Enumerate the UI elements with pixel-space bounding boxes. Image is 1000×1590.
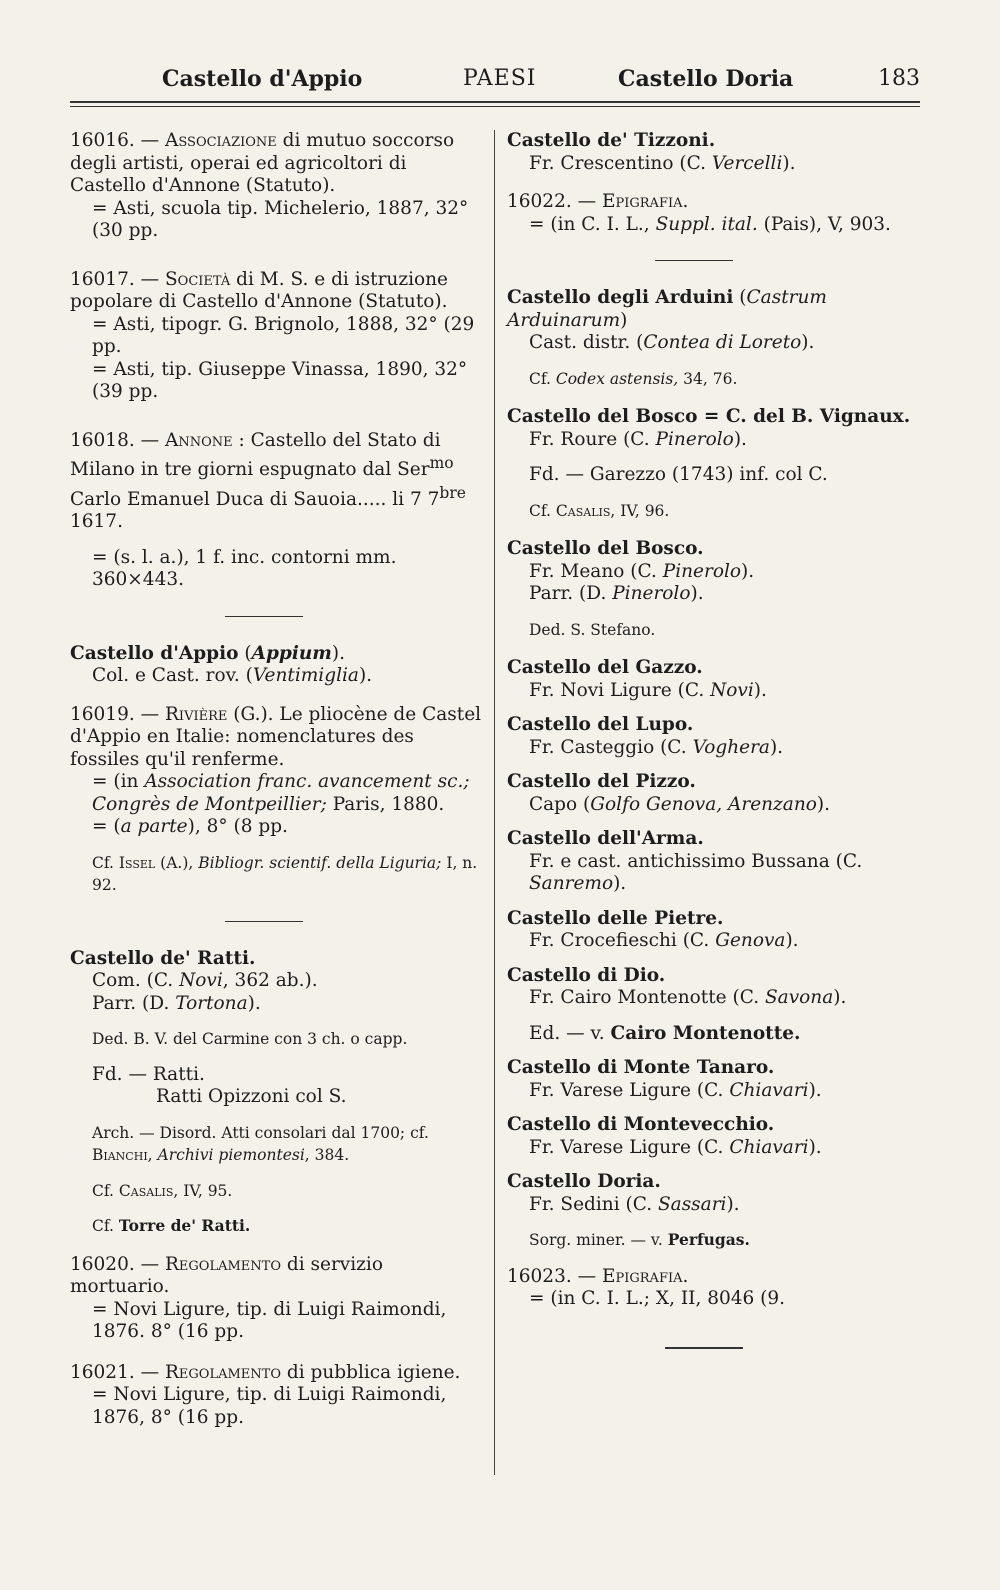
entry-castello-appio [70,643,482,688]
entry-castello-tizzoni [507,130,921,175]
reference: Cf. Casalis, IV, 95. [92,1181,233,1200]
entry-line: Fr. Crocefieschi (C. Genova). [529,930,799,951]
entry-text: 16022. — Epigrafia. [507,191,689,212]
imprint: = (a parte), 8° (8 pp. [92,816,288,838]
entry-16018 [70,430,482,592]
entry-heading: Castello di Monte Tanaro. [507,1057,775,1078]
entry-heading: Castello d'Appio (Appium). [70,642,345,664]
entry-line: Ded. B. V. del Carmine con 3 ch. o capp. [92,1030,408,1049]
entry-line: Fr. Roure (C. Pinerolo). [529,428,747,450]
entry-line: Ded. S. Stefano. [529,620,656,639]
entry-line: Sorg. miner. — v. Perfugas. [529,1230,750,1249]
entry-text: 16017. — Società di M. S. e di istruzione popolare di Castello d'Annone (Statuto). [70,268,449,312]
entry-castello-gazzo [507,657,921,702]
entry-heading: Castello dell'Arma. [507,828,704,849]
entry-text: 16021. — Regolamento di pubblica igiene. [70,1361,461,1383]
left-column [70,130,482,1429]
entry-16021 [70,1362,482,1430]
entry-16020 [70,1254,482,1344]
entry-castello-doria [507,1171,921,1252]
entry-castello-monte-tanaro [507,1057,921,1102]
entry-line: Parr. (D. Pinerolo). [529,583,704,604]
entry-line: Com. (C. Novi, 362 ab.). [92,970,318,992]
right-column [507,130,921,1375]
entry-16023 [507,1266,921,1311]
entry-line: Fr. Novi Ligure (C. Novi). [529,679,767,701]
imprint: = (in Association franc. avancement sc.; Congrès de Montpeillier; Paris, 1880. [92,771,470,815]
entry-heading: Castello Doria. [507,1171,661,1192]
entry-text: 16020. — Regolamento di servizio mortuario. [70,1253,383,1298]
entry-heading: Castello di Montevecchio. [507,1114,775,1135]
entry-text: 16016. — Associazione di mutuo soccorso degli artisti, operai ed agricoltori di Castello d'Annone (Statuto). [70,130,455,196]
entry-line: Arch. — Disord. Atti consolari dal 1700; cf. Bianchi, Archivi piemontesi, 384. [92,1123,429,1165]
page-number: 183 [878,66,920,91]
entry-castello-pizzo [507,771,921,816]
imprint: = (s. l. a.), 1 f. inc. contorni mm. 360×443. [92,546,397,591]
entry-16019 [70,704,482,897]
entry-line: Fr. Cairo Montenotte (C. Savona). [529,987,847,1008]
entry-line: Cast. distr. (Contea di Loreto). [529,332,815,353]
entry-castello-arduini [507,287,921,390]
entry-line: Fr. Varese Ligure (C. Chiavari). [529,1136,822,1158]
entry-castello-dio [507,965,921,1046]
entry-16016 [70,130,482,243]
entry-heading: Castello del Bosco = C. del B. Vignaux. [507,406,911,427]
entry-heading: Castello de' Ratti. [70,947,256,969]
entry-text: 16018. — Annone : Castello del Stato di Milano in tre giorni espugnato dal Ser$^{mo}$ Carlo Emanuel Duca di Sauoia..... li 7 $7^{bre}$ 1617. [70,429,466,533]
entry-line: Parr. (D. Tortona). [92,992,261,1014]
entry-line: Fr. Casteggio (C. Voghera). [529,736,784,758]
entry-line: Fd. — Ratti. [92,1063,205,1085]
entry-castello-arma [507,828,921,896]
imprint: = Novi Ligure, tip. di Luigi Raimondi, 1876, 8° (16 pp. [92,1384,447,1428]
entry-heading: Castello del Bosco. [507,538,704,559]
entry-line: Fr. Meano (C. Pinerolo). [529,560,755,582]
entry-heading: Castello degli Arduini (Castrum Arduinarum) [507,287,827,331]
entry-line: Ratti Opizzoni col S. [156,1086,347,1108]
entry-16017 [70,269,482,404]
imprint: = (in C. I. L.; X, II, 8046 (9. [529,1288,786,1309]
end-separator [665,1347,743,1349]
column-divider [494,130,495,1475]
entry-castello-montevecchio [507,1114,921,1159]
imprint: = Asti, tip. Giuseppe Vinassa, 1890, 32° (39 pp. [92,358,468,402]
entry-line: Fd. — Garezzo (1743) inf. col C. [529,464,828,485]
entry-line: Fr. Sedini (C. Sassari). [529,1193,740,1215]
header-right-entry: Castello Doria [618,66,794,92]
header-section: PAESI [463,66,537,91]
entry-text: 16019. — Rivière (G.). Le pliocène de Castel d'Appio en Italie: nomenclatures des fossiles qu'il renferme. [70,703,482,770]
entry-heading: Castello de' Tizzoni. [507,130,716,151]
reference: Cf. Codex astensis, 34, 76. [529,369,738,388]
section-separator [225,616,303,617]
section-separator [655,260,733,261]
imprint: = Novi Ligure, tip. di Luigi Raimondi, 1876. 8° (16 pp. [92,1298,447,1343]
imprint: = (in C. I. L., Suppl. ital. (Pais), V, 903. [529,213,891,235]
entry-castello-pietre [507,908,921,953]
entry-castello-bosco-vignaux [507,406,921,522]
section-separator [225,921,303,922]
entry-heading: Castello del Pizzo. [507,771,696,792]
entry-heading: Castello delle Pietre. [507,907,724,929]
entry-text: 16023. — Epigrafia. [507,1265,689,1287]
reference: Cf. Issel (A.), Bibliogr. scientif. della Liguria; I, n. 92. [92,853,478,895]
entry-line: Col. e Cast. rov. (Ventimiglia). [92,665,373,687]
header-left-entry: Castello d'Appio [162,66,363,92]
imprint: = Asti, scuola tip. Michelerio, 1887, 32° (30 pp. [92,197,469,241]
reference: Cf. Casalis, IV, 96. [529,501,670,520]
entry-castello-lupo [507,714,921,759]
entry-line: Fr. Crescentino (C. Vercelli). [529,152,796,174]
entry-heading: Castello di Dio. [507,964,666,986]
imprint: = Asti, tipogr. G. Brignolo, 1888, 32° (29 pp. [92,313,475,357]
entry-16022 [507,191,921,236]
entry-line: Ed. — v. Cairo Montenotte. [529,1022,801,1044]
header-rule-thick [70,101,920,103]
entry-castello-bosco [507,538,921,641]
entry-line: Fr. e cast. antichissimo Bussana (C. Sanremo). [529,850,863,894]
entry-line: Capo (Golfo Genova, Arenzano). [529,793,830,815]
reference: Cf. Torre de' Ratti. [92,1216,251,1236]
entry-heading: Castello del Gazzo. [507,657,703,678]
header-rule-thin [70,106,920,107]
entry-castello-ratti [70,948,482,1238]
entry-heading: Castello del Lupo. [507,714,694,735]
entry-line: Fr. Varese Ligure (C. Chiavari). [529,1079,822,1101]
running-header [70,66,920,96]
